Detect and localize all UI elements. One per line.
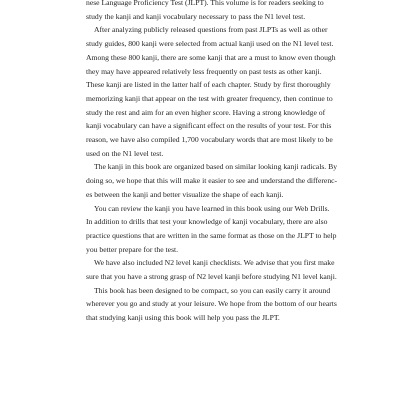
text-line: You can review the kanji you have learned in this book using our Web Drills. xyxy=(94,203,330,213)
text-line: reason, we have also compiled 1,700 vocabulary words that are most likely to be xyxy=(86,135,333,145)
text-line: Among these 800 kanji, there are some kanji that are a must to know even though xyxy=(86,52,336,62)
text-line: practice questions that are written in the same format as those on the JLPT to help xyxy=(86,230,337,240)
text-line: sure that you have a strong grasp of N2 level kanji before studying N1 level kanji. xyxy=(86,272,337,282)
text-line: that studying kanji using this book will help you pass the JLPT. xyxy=(86,313,280,323)
paragraph-2 xyxy=(86,23,336,160)
text-line: kanji vocabulary can have a significant effect on the results of your test. For this xyxy=(86,121,332,131)
text-line: memorizing kanji that appear on the test with greater frequency, then continue to xyxy=(86,93,333,103)
paragraph-5 xyxy=(86,256,337,283)
paragraph-4 xyxy=(86,202,337,257)
text-line: study the kanji and kanji vocabulary necessary to pass the N1 level test. xyxy=(86,11,306,21)
paragraph-1 xyxy=(86,0,324,23)
text-line: The kanji in this book are organized based on similar looking kanji radicals. By xyxy=(94,162,338,172)
paragraph-3 xyxy=(86,160,338,201)
text-line: We have also included N2 level kanji checklists. We advise that you first make xyxy=(94,258,335,268)
text-line: This book has been designed to be compact, so you can easily carry it around xyxy=(94,285,331,295)
text-line: nese Language Proficiency Test (JLPT). This volume is for readers seeking to xyxy=(86,0,324,7)
body-text xyxy=(86,0,338,325)
text-line: you better prepare for the test. xyxy=(86,244,179,254)
text-line: they may have appeared relatively less frequently on past tests as other kanji. xyxy=(86,66,322,76)
text-line: used on the N1 level test. xyxy=(86,148,164,158)
text-line: wherever you go and study at your leisure. We hope from the bottom of our hearts xyxy=(86,299,337,309)
text-line: These kanji are listed in the latter half of each chapter. Study by first thoroughly xyxy=(86,80,331,90)
text-line: doing so, we hope that this will make it easier to see and understand the differenc- xyxy=(86,176,338,186)
text-line: study guides, 800 kanji were selected from actual kanji used on the N1 level test. xyxy=(86,39,334,49)
text-line: After analyzing publicly released questions from past JLPTs as well as other xyxy=(94,25,328,35)
text-line: study the rest and aim for an even higher score. Having a strong knowledge of xyxy=(86,107,326,117)
text-line: In addition to drills that test your knowledge of kanji vocabulary, there are also xyxy=(86,217,328,227)
text-line: es between the kanji and better visualize the shape of each kanji. xyxy=(86,189,284,199)
paragraph-6 xyxy=(86,284,337,325)
